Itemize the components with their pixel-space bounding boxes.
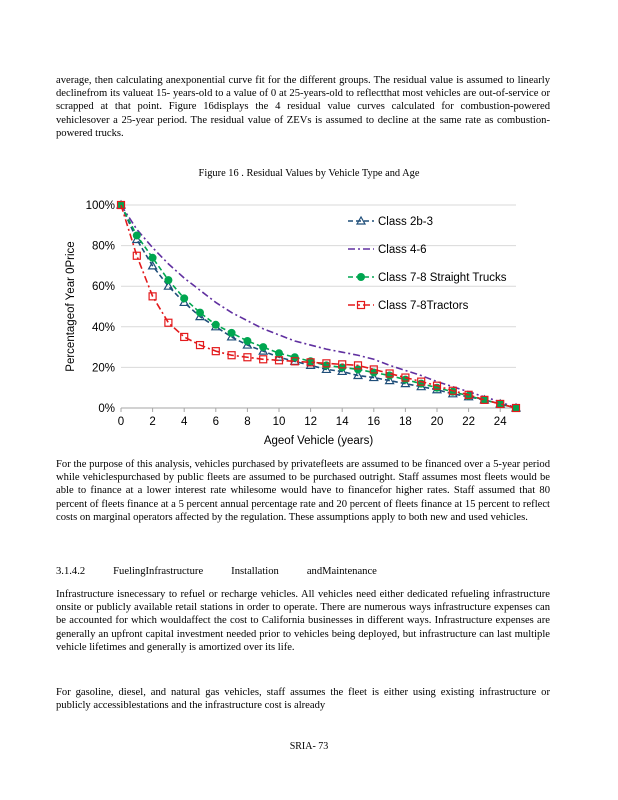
x-tick-label: 18 [399,416,412,428]
data-point [243,337,251,345]
y-tick-label: 60% [91,281,115,294]
data-point [196,309,204,317]
x-tick-label: 6 [212,416,220,428]
section-title-part3: andMaintenance [306,566,377,577]
figure-caption: Figure 16 . Residual Values by Vehicle Type and Age [198,168,420,179]
data-point [212,321,220,329]
x-tick-label: 20 [430,416,444,428]
data-point [164,276,172,284]
paragraph-infrastructure: Infrastructure isnecessary to refuel or recharge vehicles. All vehicles need either dedicated refueling infrastructure onsite or publicly available retail stations in order to operate. There are numerous ways infrastructure expenses can be accounted for which wouldaffect the cost to California businesses in different ways. Infrastructure expenses are generally an upfront capital investment needed prior to vehicles being deployed, but infrastructure can last multiple vehicle lifetimes and generally is amortized over its life. [56,589,550,653]
x-tick-label: 22 [462,416,475,428]
legend-entry [348,300,469,312]
x-tick-label: 4 [180,416,188,428]
legend-marker [357,273,365,281]
x-tick-label: 16 [367,416,381,428]
data-point [133,231,141,239]
legend-label: Class 7-8Tractors [378,300,469,312]
y-tick-label: 0% [98,403,115,415]
x-axis-label: Ageof Vehicle (years) [263,435,374,447]
paragraph-existing-infrastructure: For gasoline, diesel, and natural gas vehicles, staff assumes the fleet is either using existing infrastructure or publicly accessiblestations and the infrastructure cost is already [56,687,550,712]
data-point [322,361,330,369]
paragraph-residual-value: average, then calculating anexponential curve fit for the different groups. The residual value is assumed to linearly declinefrom its valueat 15- years-old to a value of 0 at 25-years-old to reflectthat most vehicles are out-of-service or scrapped at that point. Figure 16displays the 4 residual value curves calculated for combustion-powered vehiclesover a 25-year period. The residual value of ZEVs is assumed to decline at the same rate as combustion-powered trucks. [56,75,550,139]
data-point [228,329,236,337]
x-tick-label: 14 [335,416,349,428]
residual-value-chart [56,190,526,448]
legend-entry [348,272,507,284]
y-tick-label: 40% [91,321,115,334]
paragraph-financing: For the purpose of this analysis, vehicles purchased by privatefleets are assumed to be financed over a 5-year period while vehiclespurchased by public fleets are assumed to be purchased outright. Staff assumes most fleets would be able to finance at a lower interest rate whilesome would have to financefor higher rates. Staff assumed that 80 percent of fleets finance at a 5 percent annual percentage rate and 20 percent of fleets finance at 15 percent to reflect costs on marginal operators affected by the regulation. These assumptions apply to both new and used vehicles. [56,459,550,523]
data-point [180,294,188,302]
x-tick-label: 2 [149,416,156,428]
legend-label: Class 7-8 Straight Trucks [378,272,507,284]
page-footer: SRIA- 73 [289,741,329,752]
section-title-part2: Installation [231,566,279,577]
y-tick-label: 100% [85,200,115,212]
y-tick-label: 80% [91,240,115,253]
section-number: 3.1.4.2 [56,566,86,577]
legend-entry [348,216,433,228]
x-tick-label: 12 [304,416,317,428]
section-title-part1: FuelingInfrastructure [113,566,204,577]
x-tick-label: 8 [244,416,251,428]
y-axis-label: Percentageof Year 0Price [65,241,77,372]
data-point [259,343,267,351]
x-tick-label: 0 [117,416,125,428]
legend-label: Class 4-6 [378,244,427,256]
data-point [275,349,283,357]
x-tick-label: 10 [272,416,286,428]
x-tick-label: 24 [493,416,507,428]
section-heading [56,566,405,577]
data-point [149,254,157,262]
y-tick-label: 20% [91,362,115,375]
legend-label: Class 2b-3 [378,216,433,228]
